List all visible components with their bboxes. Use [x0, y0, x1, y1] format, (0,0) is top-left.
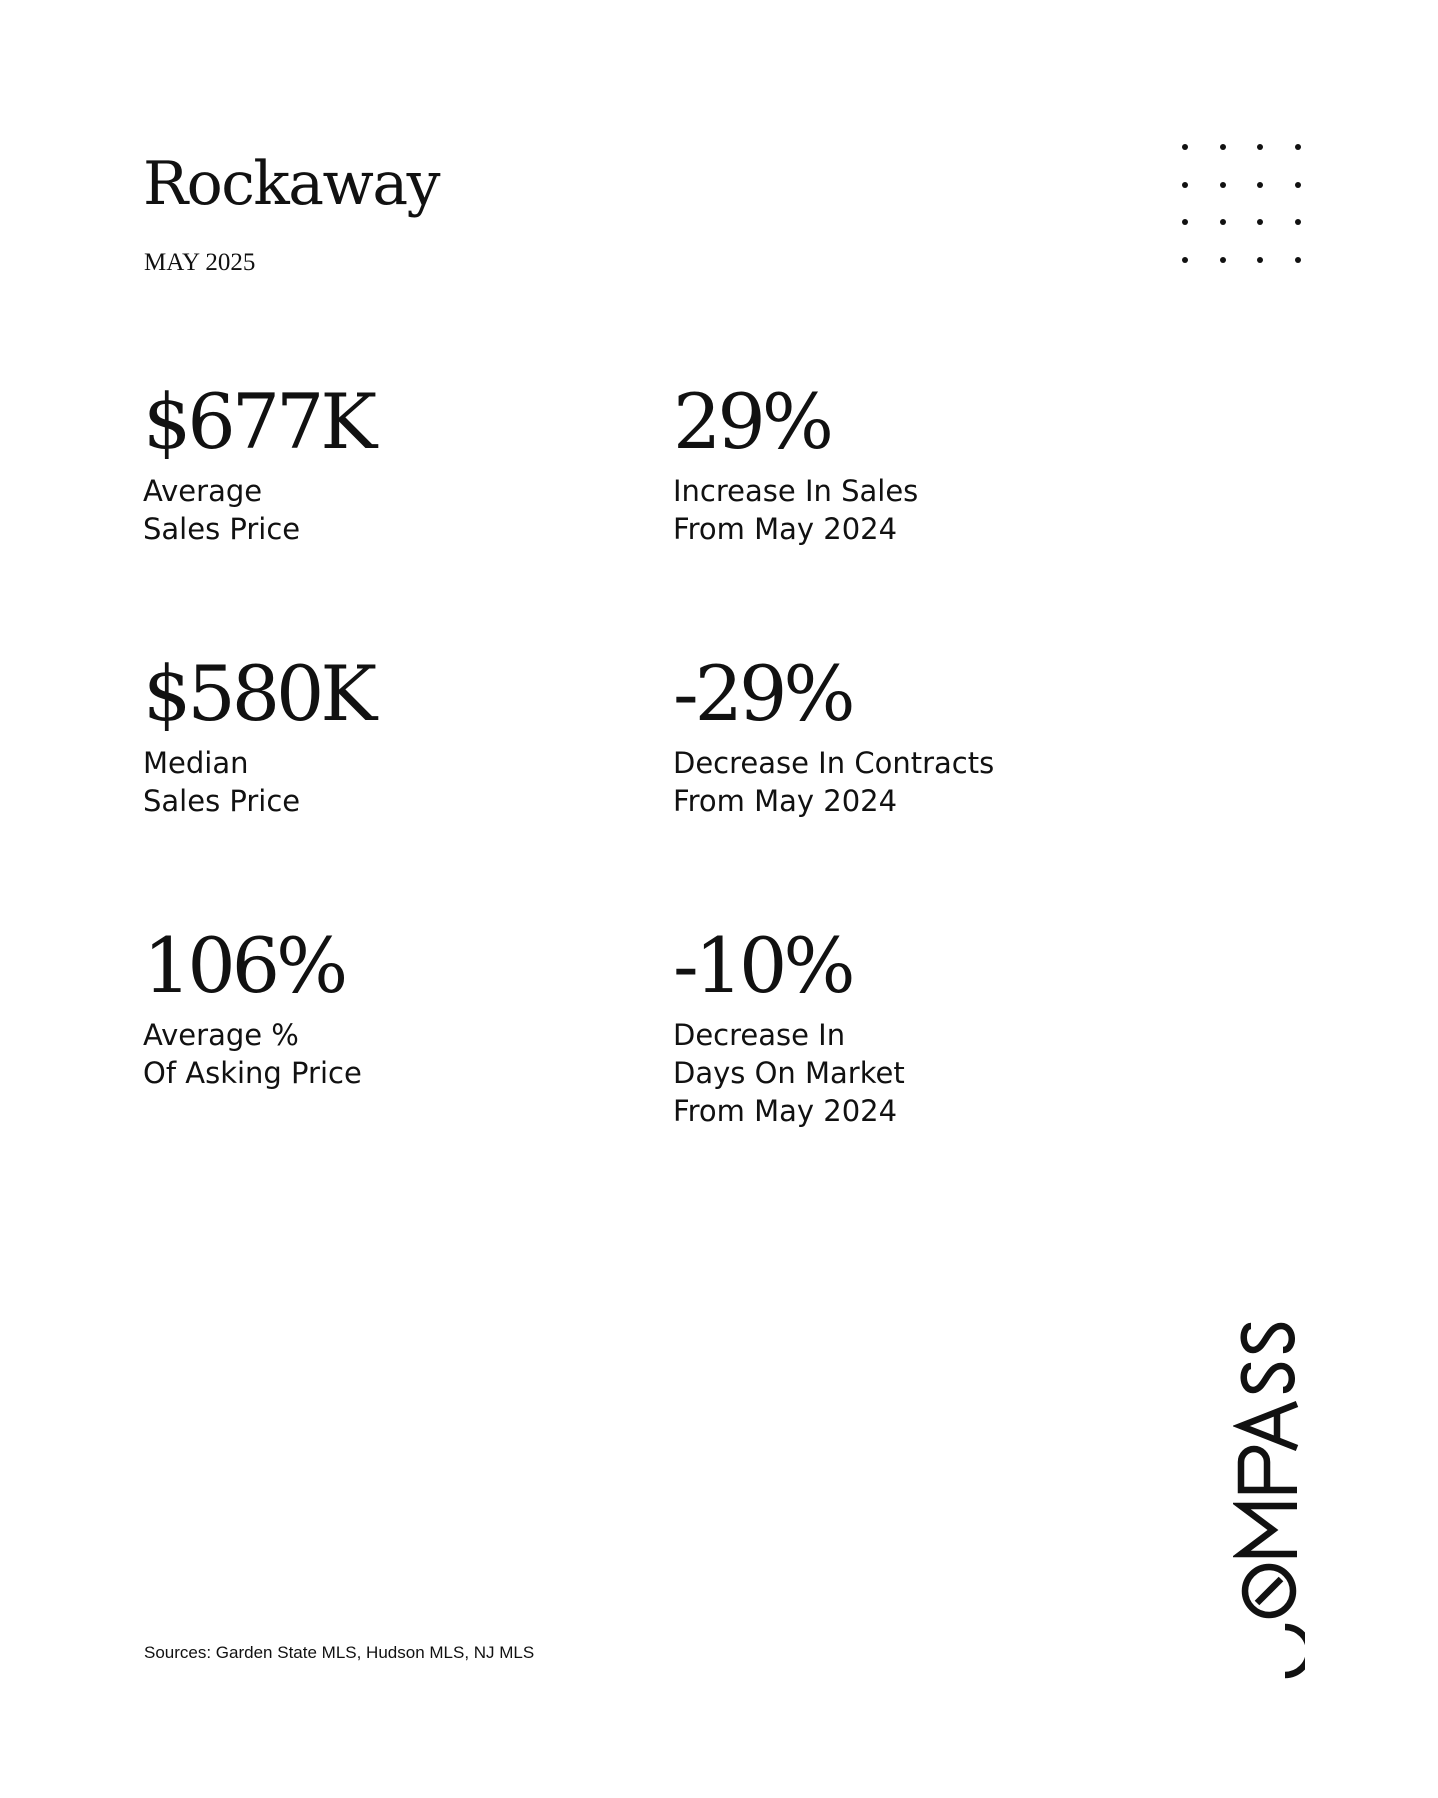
- dot: [1295, 219, 1301, 225]
- page-title: Rockaway: [143, 149, 440, 219]
- dot: [1257, 182, 1263, 188]
- stat-label: Decrease In Days On Market From May 2024: [673, 1018, 905, 1128]
- stat-value: $580K: [143, 649, 374, 738]
- stat-label: Increase In Sales From May 2024: [673, 474, 919, 546]
- stat-value: 106%: [143, 921, 345, 1010]
- stat-average-percent-of-asking: [143, 921, 603, 1092]
- stat-average-sales-price: [143, 377, 603, 548]
- dot: [1220, 144, 1226, 150]
- stat-increase-in-sales: [673, 377, 1133, 548]
- stat-decrease-in-contracts: [673, 649, 1133, 820]
- dot: [1182, 144, 1188, 150]
- dot: [1182, 182, 1188, 188]
- dot: [1182, 257, 1188, 263]
- stat-label: Average % Of Asking Price: [143, 1018, 362, 1090]
- stat-value: -29%: [673, 649, 852, 738]
- sources-note: Sources: Garden State MLS, Hudson MLS, NJ MLS: [144, 1643, 535, 1662]
- stat-median-sales-price: [143, 649, 603, 820]
- stat-label: Decrease In Contracts From May 2024: [673, 746, 995, 818]
- dot: [1257, 144, 1263, 150]
- stat-value: 29%: [673, 377, 830, 466]
- dot: [1295, 182, 1301, 188]
- dot: [1295, 144, 1301, 150]
- stat-value: -10%: [673, 921, 852, 1010]
- report-date: MAY 2025: [144, 249, 256, 276]
- stat-label: Median Sales Price: [143, 746, 301, 818]
- dot: [1182, 219, 1188, 225]
- dot: [1295, 257, 1301, 263]
- stat-decrease-in-days-on-market: [673, 921, 1133, 1130]
- dot: [1257, 219, 1263, 225]
- compass-logo: [1233, 1310, 1305, 1680]
- compass-logo-letters: [1241, 1326, 1305, 1675]
- dot: [1220, 182, 1226, 188]
- dot: [1257, 257, 1263, 263]
- stat-label: Average Sales Price: [143, 474, 301, 546]
- dot-grid-icon: [1182, 144, 1304, 270]
- stat-value: $677K: [143, 377, 374, 466]
- dot: [1220, 257, 1226, 263]
- dot: [1220, 219, 1226, 225]
